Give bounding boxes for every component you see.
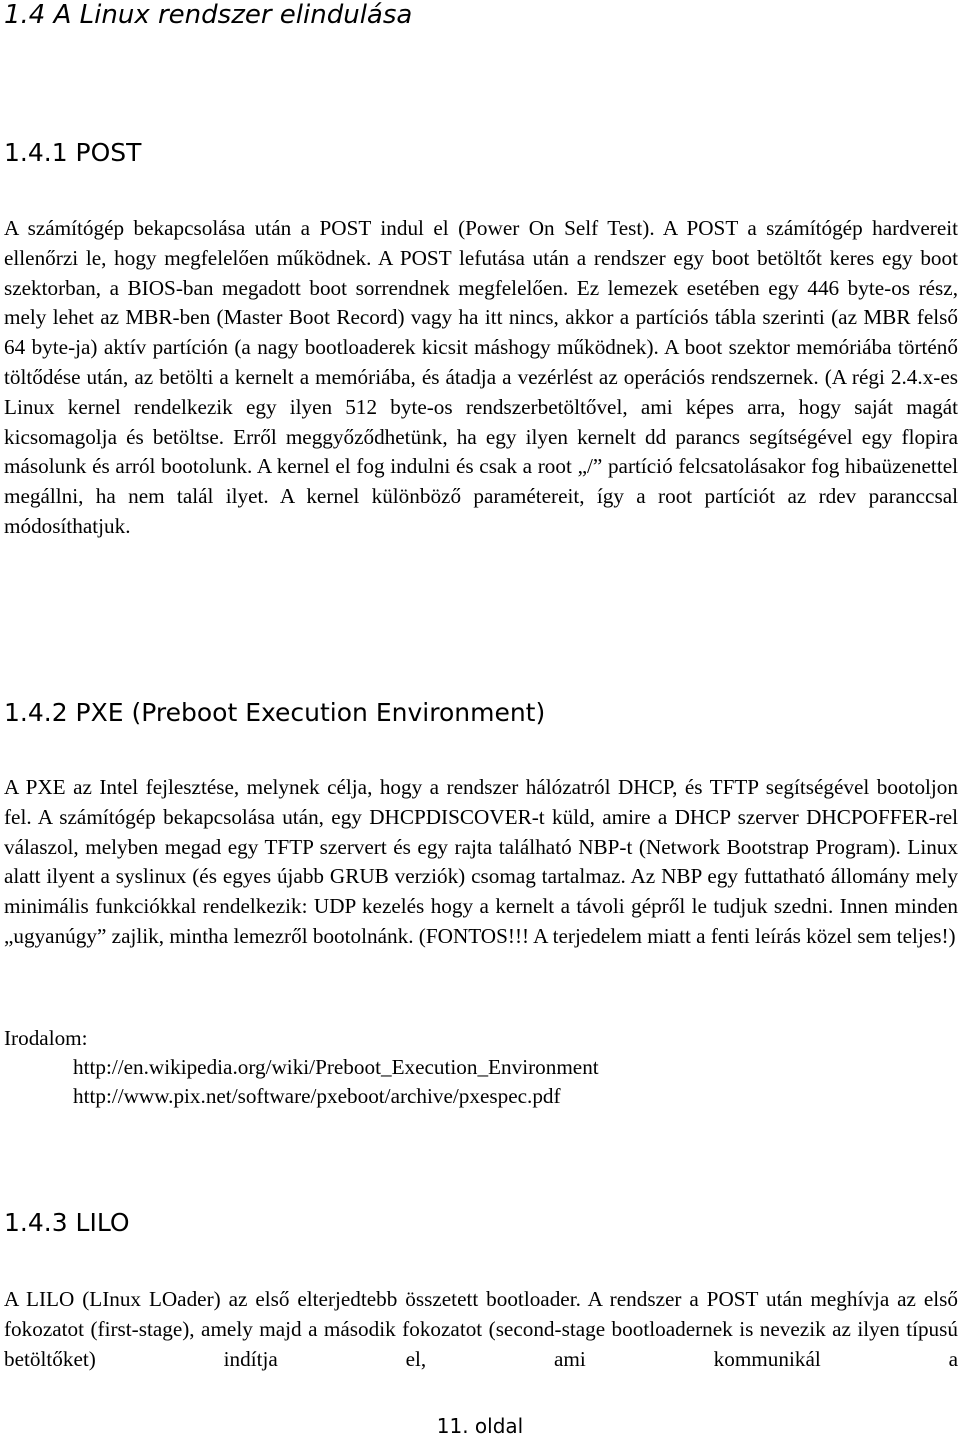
post-paragraph: A számítógép bekapcsolása után a POST indul el (Power On Self Test). A POST a számítógép hardvereit ellenőrzi le, hogy megfelelően működnek. A POST lefutása után a rendszer egy boot betöltőt keres egy boot szektorban, a BIOS-ban megadott boot sorrendnek megfelelően. Ez lemezek esetében egy 446 byte-os rész, mely lehet az MBR-ben (Master Boot Record) vagy ha itt nincs, akkor a partíciós tábla szerinti (az MBR felső 64 byte-ja) aktív partíción (a nagy bootloaderek kicsit máshogy működnek). A boot szektor memóriába történő töltődése után, az betölti a kernelt a memóriába, és átadja a vezérlést az operációs rendszernek. (A régi 2.4.x-es Linux kernel rendelkezik egy ilyen 512 byte-os rendszerbetöltővel, ami képes arra, hogy saját magát kicsomagolja és betöltse. Erről meggyőződhetünk, ha egy ilyen kernelt dd parancs segítségével egy flopira másolunk és arról bootolunk. A kernel el fog indulni és csak a root „/” partíció felcsatolásakor fog hibaüzenettel megállni, ha nem talál ilyet. A kernel különböző paramétereit, így a root partíciót az rdev paranccsal módosíthatjuk. [4, 216, 958, 538]
lilo-paragraph: A LILO (LInux LOader) az első elterjedtebb összetett bootloader. A rendszer a POST után meghívja az első fokozatot (first-stage), amely majd a második fokozatot (second-stage bootloadernek is nevezik az ilyen típusú betöltőket) indítja el, ami kommunikál a [4, 1287, 958, 1371]
pxe-paragraph: A PXE az Intel fejlesztése, melynek célja, hogy a rendszer hálózatról DHCP, és TFTP segítségével bootoljon fel. A számítógép bekapcsolása után, egy DHCPDISCOVER-t küld, amire a DHCP szerver DHCPOFFER-rel válaszol, melyben megad egy TFTP szervert és egy rajta található NBP-t (Network Bootstrap Program). Linux alatt ilyent a syslinux (és egyes újabb GRUB verziók) csomag tartalmaz. Az NBP egy futtatható állomány mely minimális funkciókkal rendelkezik: UDP kezelés hogy a kernelt a távoli gépről le tudjuk szedni. Innen minden „ugyanúgy” zajlik, mintha lemezről bootolnánk. (FONTOS!!! A terjedelem miatt a fenti leírás közel sem teljes!) [4, 775, 958, 948]
section-title-post: 1.4.1 POST [4, 138, 142, 167]
references-label: Irodalom: [4, 1026, 88, 1050]
chapter-title: 1.4 A Linux rendszer elindulása [4, 0, 413, 30]
section-title-pxe: 1.4.2 PXE (Preboot Execution Environment) [4, 698, 546, 727]
reference-link-pxespec[interactable]: http://www.pix.net/software/pxeboot/archive/pxespec.pdf [73, 1084, 561, 1108]
section-title-lilo: 1.4.3 LILO [4, 1208, 130, 1237]
page-number: 11. oldal [436, 1414, 524, 1438]
reference-link-wikipedia[interactable]: http://en.wikipedia.org/wiki/Preboot_Execution_Environment [73, 1055, 599, 1079]
